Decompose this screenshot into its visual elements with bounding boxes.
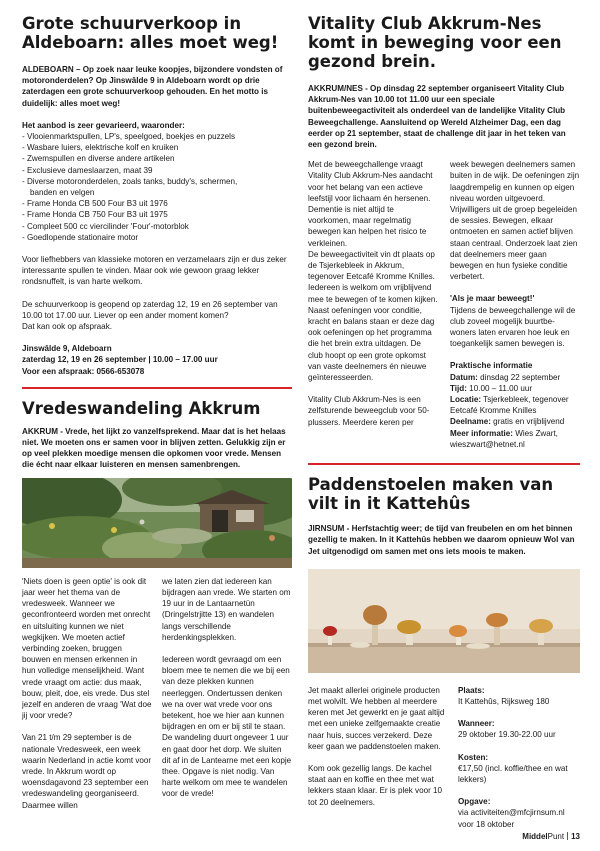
- body-column-2: [162, 576, 292, 811]
- article-body: [308, 159, 580, 450]
- paragraph: week bewegen deelnemers samen buiten in de wijk. De oefeningen zijn laagdrempelig en kunnen op eigen niveau worden uitgevoerd. Vrijwilligers uit de groep begeleiden de sessies. Bewegen, elkaar ontmoeten en samen actief blijven staan centraal. Onderzoek laat zien dat deelnemers meer gaan bewegen en hun fysieke conditie verbetert.: [450, 160, 580, 282]
- detail-label: Opgave:: [458, 797, 491, 807]
- list-item: - Frame Honda CB 750 Four B3 uit 1975: [22, 210, 168, 220]
- info-label: Tijd:: [450, 383, 467, 393]
- article-lead: JIRNSUM - Herfstachtig weer; de tijd van freubelen en om het binnen gezellig te maken. In it Kattehûs hebben we daarom opnieuw Wol van Jet uitgenodigd om samen met ons iets moois te maken.: [308, 524, 575, 556]
- paragraph: we laten zien dat iedereen kan bijdragen aan vrede. We starten om 19 uur in de Lantaarnetün (Dringelstrjitte 13) en wandelen langs verschillende herdenkingsplekken.: [162, 576, 291, 642]
- body-column-1: [308, 685, 446, 830]
- article-vitality-club: [308, 14, 580, 450]
- article-body: [308, 685, 580, 830]
- list-item: - Goedlopende stationaire motor: [22, 232, 139, 242]
- list-item: - Vlooienmarktspullen, LP's, speelgoed, boekjes en puzzels: [22, 132, 236, 142]
- detail-label: Plaats:: [458, 685, 485, 695]
- subheading: 'Als je maar beweegt!': [450, 294, 535, 304]
- info-line: [450, 372, 580, 383]
- mushrooms-illustration: [308, 569, 580, 673]
- paragraph: Met de beweegchallenge vraagt Vitality Club Akkrum-Nes aandacht voor het belang van een actieve leefstijl voor lichaam én hersenen. Dementie is niet altijd te voorkomen, maar regelmatig bewegen kan helpen het risico te verkleinen.: [308, 160, 433, 248]
- info-line: [450, 428, 580, 450]
- info-dates: zaterdag 12, 19 en 26 september | 10.00 – 17.00 uur: [22, 355, 218, 365]
- page-number: 13: [571, 832, 580, 841]
- article-body: [22, 576, 292, 811]
- info-value: Wies Zwart, wieszwart@hetnet.nl: [450, 428, 558, 449]
- info-value: Tsjerkebleek, tegenover Eetcafé Kromme Knilles: [450, 395, 569, 416]
- details-column: [458, 685, 580, 830]
- info-appointment: Voor een afspraak: 0566-653078: [22, 366, 145, 376]
- list-item: - Diverse motoronderdelen, zoals tanks, buddy's, schermen,: [22, 176, 238, 186]
- detail-value: €17,50 (incl. koffie/thee en wat lekkers): [458, 763, 568, 784]
- garden-illustration: [22, 478, 292, 568]
- body-column-1: [22, 576, 152, 811]
- list-item: - Exclusieve dameslaarzen, maat 39: [22, 165, 153, 175]
- right-column: [308, 14, 580, 830]
- list-item: - Frame Honda CB 500 Four B3 uit 1976: [22, 199, 168, 209]
- info-value: 10.00 – 11.00 uur: [466, 383, 533, 393]
- paragraph: Van 21 t/m 29 september is de nationale Vredesweek, een week waarin Nederland in actie komt voor vrede. In Akkrum wordt op woensdagavond 23 september een vredeswandeling georganiseerd. Daarmee willen: [22, 733, 152, 810]
- body-column-2: [450, 159, 580, 450]
- footer-divider: [567, 832, 568, 840]
- article-title: Vredeswandeling Akkrum: [22, 398, 261, 418]
- info-label: Deelname:: [450, 417, 491, 427]
- info-line: [450, 383, 580, 394]
- brand-name-part: Middel: [522, 832, 548, 841]
- detail-value: It Kattehûs, Rijksweg 180: [458, 696, 550, 706]
- info-label: Datum:: [450, 372, 478, 382]
- paragraph: Voor liefhebbers van klassieke motoren en verzamelaars zijn er dus zeker interessante spullen te vinden. Maar ook wie gewoon graag lekker rondsnuffelt, is van harte welkom.: [22, 255, 287, 287]
- paragraph: Kom ook gezellig langs. De kachel staat aan en koffie en thee met wat lekkers staan klaar. Er is plek voor 10 tot 20 deelnemers.: [308, 763, 443, 807]
- article-lead: AKKRUM/NES - Op dinsdag 22 september organiseert Vitality Club Akkrum-Nes van 10.00 tot 11.00 uur een speciale buitenbeweegactiviteit als onderdeel van de landelijke Vitality Club Beweegchallenge. Aansluitend op Wereld Alzheimer Dag, een dag eerder op 21 september, staat de challenge dit jaar in het teken van een gezond brein.: [308, 84, 566, 150]
- left-column: [22, 14, 292, 811]
- subheading: Praktische informatie: [450, 361, 533, 371]
- article-title: Grote schuurverkoop in Aldeboarn: alles moet weg!: [22, 14, 279, 52]
- paragraph: Iedereen wordt gevraagd om een bloem mee te nemen die we bij een van deze plekken kunnen neerleggen. Ondertussen denken we na over wat vrede voor ons betekent, hoe we hier aan kunnen bijdragen en om er bij stil te staan. De wandeling duurt ongeveer 1 uur en gaat door het dorp. We sluiten dit af in de Lantearne met een kopje thee. Opgave is niet nodig. Van harte welkom om mee te wandelen voor de vrede!: [162, 654, 292, 799]
- info-label: Meer informatie:: [450, 428, 513, 438]
- detail-label: Kosten:: [458, 752, 489, 762]
- info-line: [450, 416, 580, 427]
- section-divider: [22, 387, 292, 389]
- list-intro: Het aanbod is zeer gevarieerd, waaronder:: [22, 120, 185, 130]
- paragraph: De schuurverkoop is geopend op zaterdag 12, 19 en 26 september van 10.00 tot 17.00 uur. Liever op een ander moment komen?: [22, 299, 278, 320]
- paragraph: Tijdens de beweegchallenge wil de club zoveel mogelijk buurtbe-woners laten ervaren hoe leuk en toegankelijk samen bewegen is.: [450, 305, 576, 349]
- list-item: - Compleet 500 cc viercilinder 'Four'-motorblok: [22, 221, 189, 231]
- article-vredeswandeling: [22, 399, 292, 811]
- article-schuurverkoop: [22, 14, 292, 377]
- list-item: banden en velgen: [30, 188, 95, 198]
- article-title: Vitality Club Akkrum-Nes komt in beweging voor een gezond brein.: [308, 14, 562, 71]
- paragraph: De beweegactiviteit vin dt plaats op de Tsjerkebleek in Akkrum, tegenover Eetcafé Kromme Knilles. Iedereen is welkom om vrijblijvend mee te bewegen of te komen kijken. Naast oefeningen voor conditie, kracht en balans staan er deze dag ook oefeningen op het programma die het brein extra uitdagen. De club hoopt op een grote opkomst van vaste deelnemers én nieuwe geïnteresseerden.: [308, 249, 438, 383]
- body-column-1: [308, 159, 438, 450]
- section-divider: [308, 463, 580, 465]
- list-item: - Zwemspullen en diverse andere artikelen: [22, 154, 175, 164]
- detail-value: via activiteiten@mfcjirnsum.nl voor 18 oktober: [458, 808, 565, 829]
- info-line: [450, 394, 580, 416]
- paragraph: Dat kan ook op afspraak.: [22, 322, 112, 332]
- paragraph: Vitality Club Akkrum-Nes is een zelfsturende beweegclub voor 50-plussers. Meerdere keren per: [308, 395, 430, 427]
- list-item: - Wasbare luiers, elektrische kolf en kruiken: [22, 143, 179, 153]
- article-title: Paddenstoelen maken van vilt in it Kattehûs: [308, 475, 554, 514]
- page-footer: [522, 832, 580, 841]
- detail-value: 29 oktober 19.30-22.00 uur: [458, 730, 556, 740]
- article-lead: AKKRUM - Vrede, het lijkt zo vanzelfsprekend. Maar dat is het helaas niet. We moeten ons er samen voor in blijven zetten. Gelukkig zijn er op veel plekken moedige mensen die opkomen voor vrede. Mensen die écht naar elkaar luisteren en mensen samenbrengen.: [22, 426, 286, 470]
- info-label: Locatie:: [450, 395, 482, 405]
- felt-mushrooms-photo: [308, 569, 580, 673]
- detail-label: Wanneer:: [458, 719, 495, 729]
- paragraph: 'Niets doen is geen optie' is ook dit jaar weer het thema van de vredesweek. Wanneer we geconfronteerd worden met onrecht en uitsluiting kunnen we niet wegkijken. We moeten actief verbinding zoeken, bruggen bouwen en mensen erkennen in hun volledige menselijkheid. Want vrede vraagt om actie: dus maak, bouw, pleit, doe, eis vrede. Dus stel jezelf en anderen de vraag 'Wat doe jij voor vrede?: [22, 576, 152, 721]
- paragraph: Jet maakt allerlei originele producten met wolvilt. We hebben al meerdere keren met Jet gewerkt en je gaat altijd met een unieke zelfgemaakte creatie naar huis, succes verzekerd. Deze keer gaan we paddenstoelen maken.: [308, 685, 445, 751]
- brand-name-part: Punt: [547, 832, 565, 841]
- article-lead: ALDEBOARN – Op zoek naar leuke koopjes, bijzondere vondsten of motoronderdelen? Op Jinswâlde 9 in Aldeboarn wordt op drie zaterdagen een grote schuurverkoop gehouden. En het motto is duidelijk: alles moet weg!: [22, 65, 283, 108]
- offer-list: [22, 131, 292, 243]
- garden-photo: [22, 478, 292, 568]
- info-value: gratis en vrijblijvend: [490, 417, 565, 427]
- info-address: Jinswâlde 9, Aldeboarn: [22, 344, 112, 354]
- info-value: dinsdag 22 september: [477, 372, 561, 382]
- article-paddenstoelen: [308, 475, 580, 830]
